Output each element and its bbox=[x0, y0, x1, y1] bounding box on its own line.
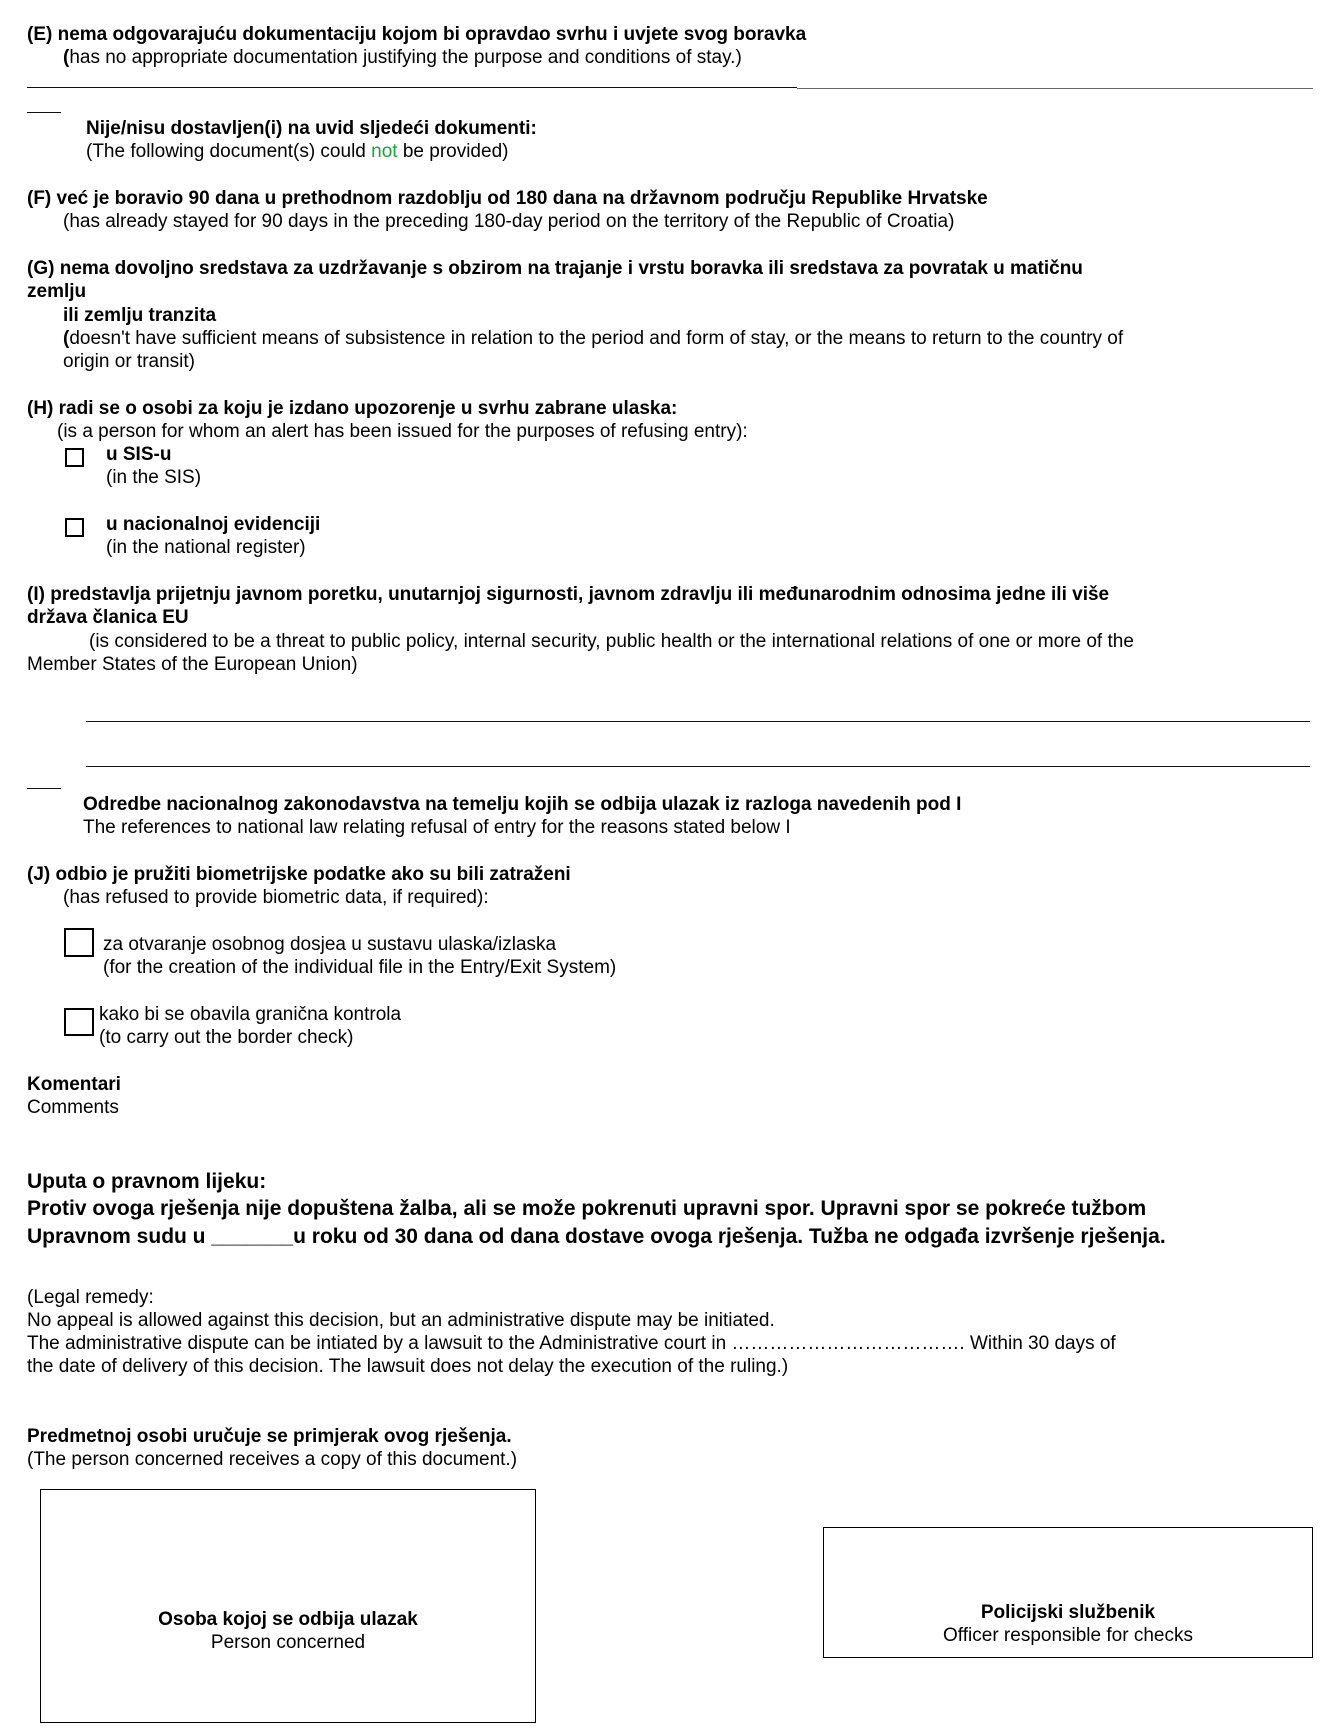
section-i-title-line2: država članica EU bbox=[27, 607, 189, 628]
section-e-rule-continued bbox=[797, 88, 1313, 89]
option-national-register-label: u nacionalnoj evidenciji bbox=[106, 514, 321, 535]
checkbox-border-check[interactable] bbox=[64, 1008, 94, 1036]
copy-notice-title: Predmetnoj osobi uručuje se primjerak ovog rješenja. bbox=[27, 1426, 512, 1447]
checkbox-sis[interactable] bbox=[65, 448, 84, 467]
legal-remedy-en-line3: The administrative dispute can be intiated by a lawsuit to the Administrative court in ………………………………. Within 30 days of bbox=[27, 1333, 1116, 1354]
section-g-translation-line1: (doesn't have sufficient means of subsistence in relation to the period and form of stay, or the means to return to the country of bbox=[63, 328, 1124, 349]
legal-remedy-line2: Upravnom sudu u _______u roku od 30 dana od dana dostave ovoga rješenja. Tužba ne odgađa izvršenje rješenja. bbox=[27, 1225, 1166, 1248]
signature-officer-label: Policijski službenik bbox=[980, 1602, 1156, 1623]
section-i-input-line-1[interactable] bbox=[86, 721, 1310, 722]
signature-box-officer[interactable] bbox=[823, 1527, 1313, 1658]
option-border-check-label: kako bi se obavila granična kontrola bbox=[99, 1004, 402, 1025]
section-h-title: (H) radi se o osobi za koju je izdano upozorenje u svrhu zabrane ulaska: bbox=[27, 398, 678, 419]
comments-title: Komentari bbox=[27, 1074, 121, 1095]
documents-title: Nije/nisu dostavljen(i) na uvid sljedeći dokumenti: bbox=[86, 118, 537, 139]
section-g-title-line3: ili zemlju tranzita bbox=[63, 305, 217, 326]
section-f-title: (F) već je boravio 90 dana u prethodnom razdoblju od 180 dana na državnom području Republike Hrvatske bbox=[27, 188, 988, 209]
section-e-title: (E) nema odgovarajuću dokumentaciju kojom bi opravdao svrhu i uvjete svog boravka bbox=[27, 24, 807, 45]
legal-remedy-title: Uputa o pravnom lijeku: bbox=[27, 1170, 267, 1193]
legal-remedy-en-line1: (Legal remedy: bbox=[27, 1287, 154, 1308]
section-f-translation: (has already stayed for 90 days in the preceding 180-day period on the territory of the Republic of Croatia) bbox=[63, 211, 955, 232]
section-i-translation-line2: Member States of the European Union) bbox=[27, 654, 358, 675]
checkbox-national-register[interactable] bbox=[65, 518, 84, 537]
signature-person-label: Osoba kojoj se odbija ulazak bbox=[158, 1609, 418, 1630]
checkbox-entry-exit-file[interactable] bbox=[64, 928, 94, 957]
court-name-blank[interactable]: _______ bbox=[211, 1225, 294, 1248]
option-sis-label: u SIS-u bbox=[106, 444, 172, 465]
section-g-title-line2: zemlju bbox=[27, 281, 87, 302]
legal-remedy-en-line4: the date of delivery of this decision. The lawsuit does not delay the execution of the ruling.) bbox=[27, 1356, 789, 1377]
section-g-title-line1: (G) nema dovoljno sredstava za uzdržavanje s obzirom na trajanje i vrstu boravka ili sredstava za povratak u matičnu bbox=[27, 258, 1083, 279]
section-i-title-line1: (I) predstavlja prijetnju javnom poretku, unutarnjoj sigurnosti, javnom zdravlju ili međunarodnim odnosima jedne ili više bbox=[27, 584, 1110, 605]
section-i-translation-line1: (is considered to be a threat to public policy, internal security, public health or the international relations of one or more of the bbox=[89, 631, 1134, 652]
comments-translation: Comments bbox=[27, 1097, 119, 1118]
section-g-translation-line2: origin or transit) bbox=[63, 351, 195, 372]
signature-person-translation: Person concerned bbox=[210, 1632, 366, 1653]
section-e-rule bbox=[27, 87, 797, 88]
short-mark-national-law bbox=[27, 788, 61, 789]
section-e-translation: (has no appropriate documentation justifying the purpose and conditions of stay.) bbox=[63, 47, 742, 68]
signature-box-person[interactable] bbox=[40, 1489, 536, 1723]
documents-translation: (The following document(s) could not be provided) bbox=[86, 141, 509, 162]
national-law-translation: The references to national law relating refusal of entry for the reasons stated below I bbox=[83, 817, 791, 838]
section-h-translation: (is a person for whom an alert has been issued for the purposes of refusing entry): bbox=[57, 421, 748, 442]
legal-remedy-en-line2: No appeal is allowed against this decision, but an administrative dispute may be initiated. bbox=[27, 1310, 775, 1331]
option-border-check-translation: (to carry out the border check) bbox=[99, 1027, 354, 1048]
option-national-register-translation: (in the national register) bbox=[106, 537, 306, 558]
section-j-translation: (has refused to provide biometric data, if required): bbox=[63, 887, 489, 908]
short-mark-documents bbox=[27, 112, 61, 113]
signature-officer-translation: Officer responsible for checks bbox=[943, 1625, 1193, 1646]
section-i-input-line-2[interactable] bbox=[86, 766, 1310, 767]
highlight-not: not bbox=[371, 141, 398, 162]
national-law-title: Odredbe nacionalnog zakonodavstva na temelju kojih se odbija ulazak iz razloga navedenih pod I bbox=[83, 794, 962, 815]
legal-remedy-line1: Protiv ovoga rješenja nije dopuštena žalba, ali se može pokrenuti upravni spor. Upravni spor se pokreće tužbom bbox=[27, 1197, 1147, 1220]
copy-notice-translation: (The person concerned receives a copy of this document.) bbox=[27, 1449, 518, 1470]
option-entry-exit-file-label: za otvaranje osobnog dosjea u sustavu ulaska/izlaska bbox=[103, 934, 557, 955]
option-entry-exit-file-translation: (for the creation of the individual file in the Entry/Exit System) bbox=[103, 957, 617, 978]
section-j-title: (J) odbio je pružiti biometrijske podatke ako su bili zatraženi bbox=[27, 864, 571, 885]
option-sis-translation: (in the SIS) bbox=[106, 467, 202, 488]
